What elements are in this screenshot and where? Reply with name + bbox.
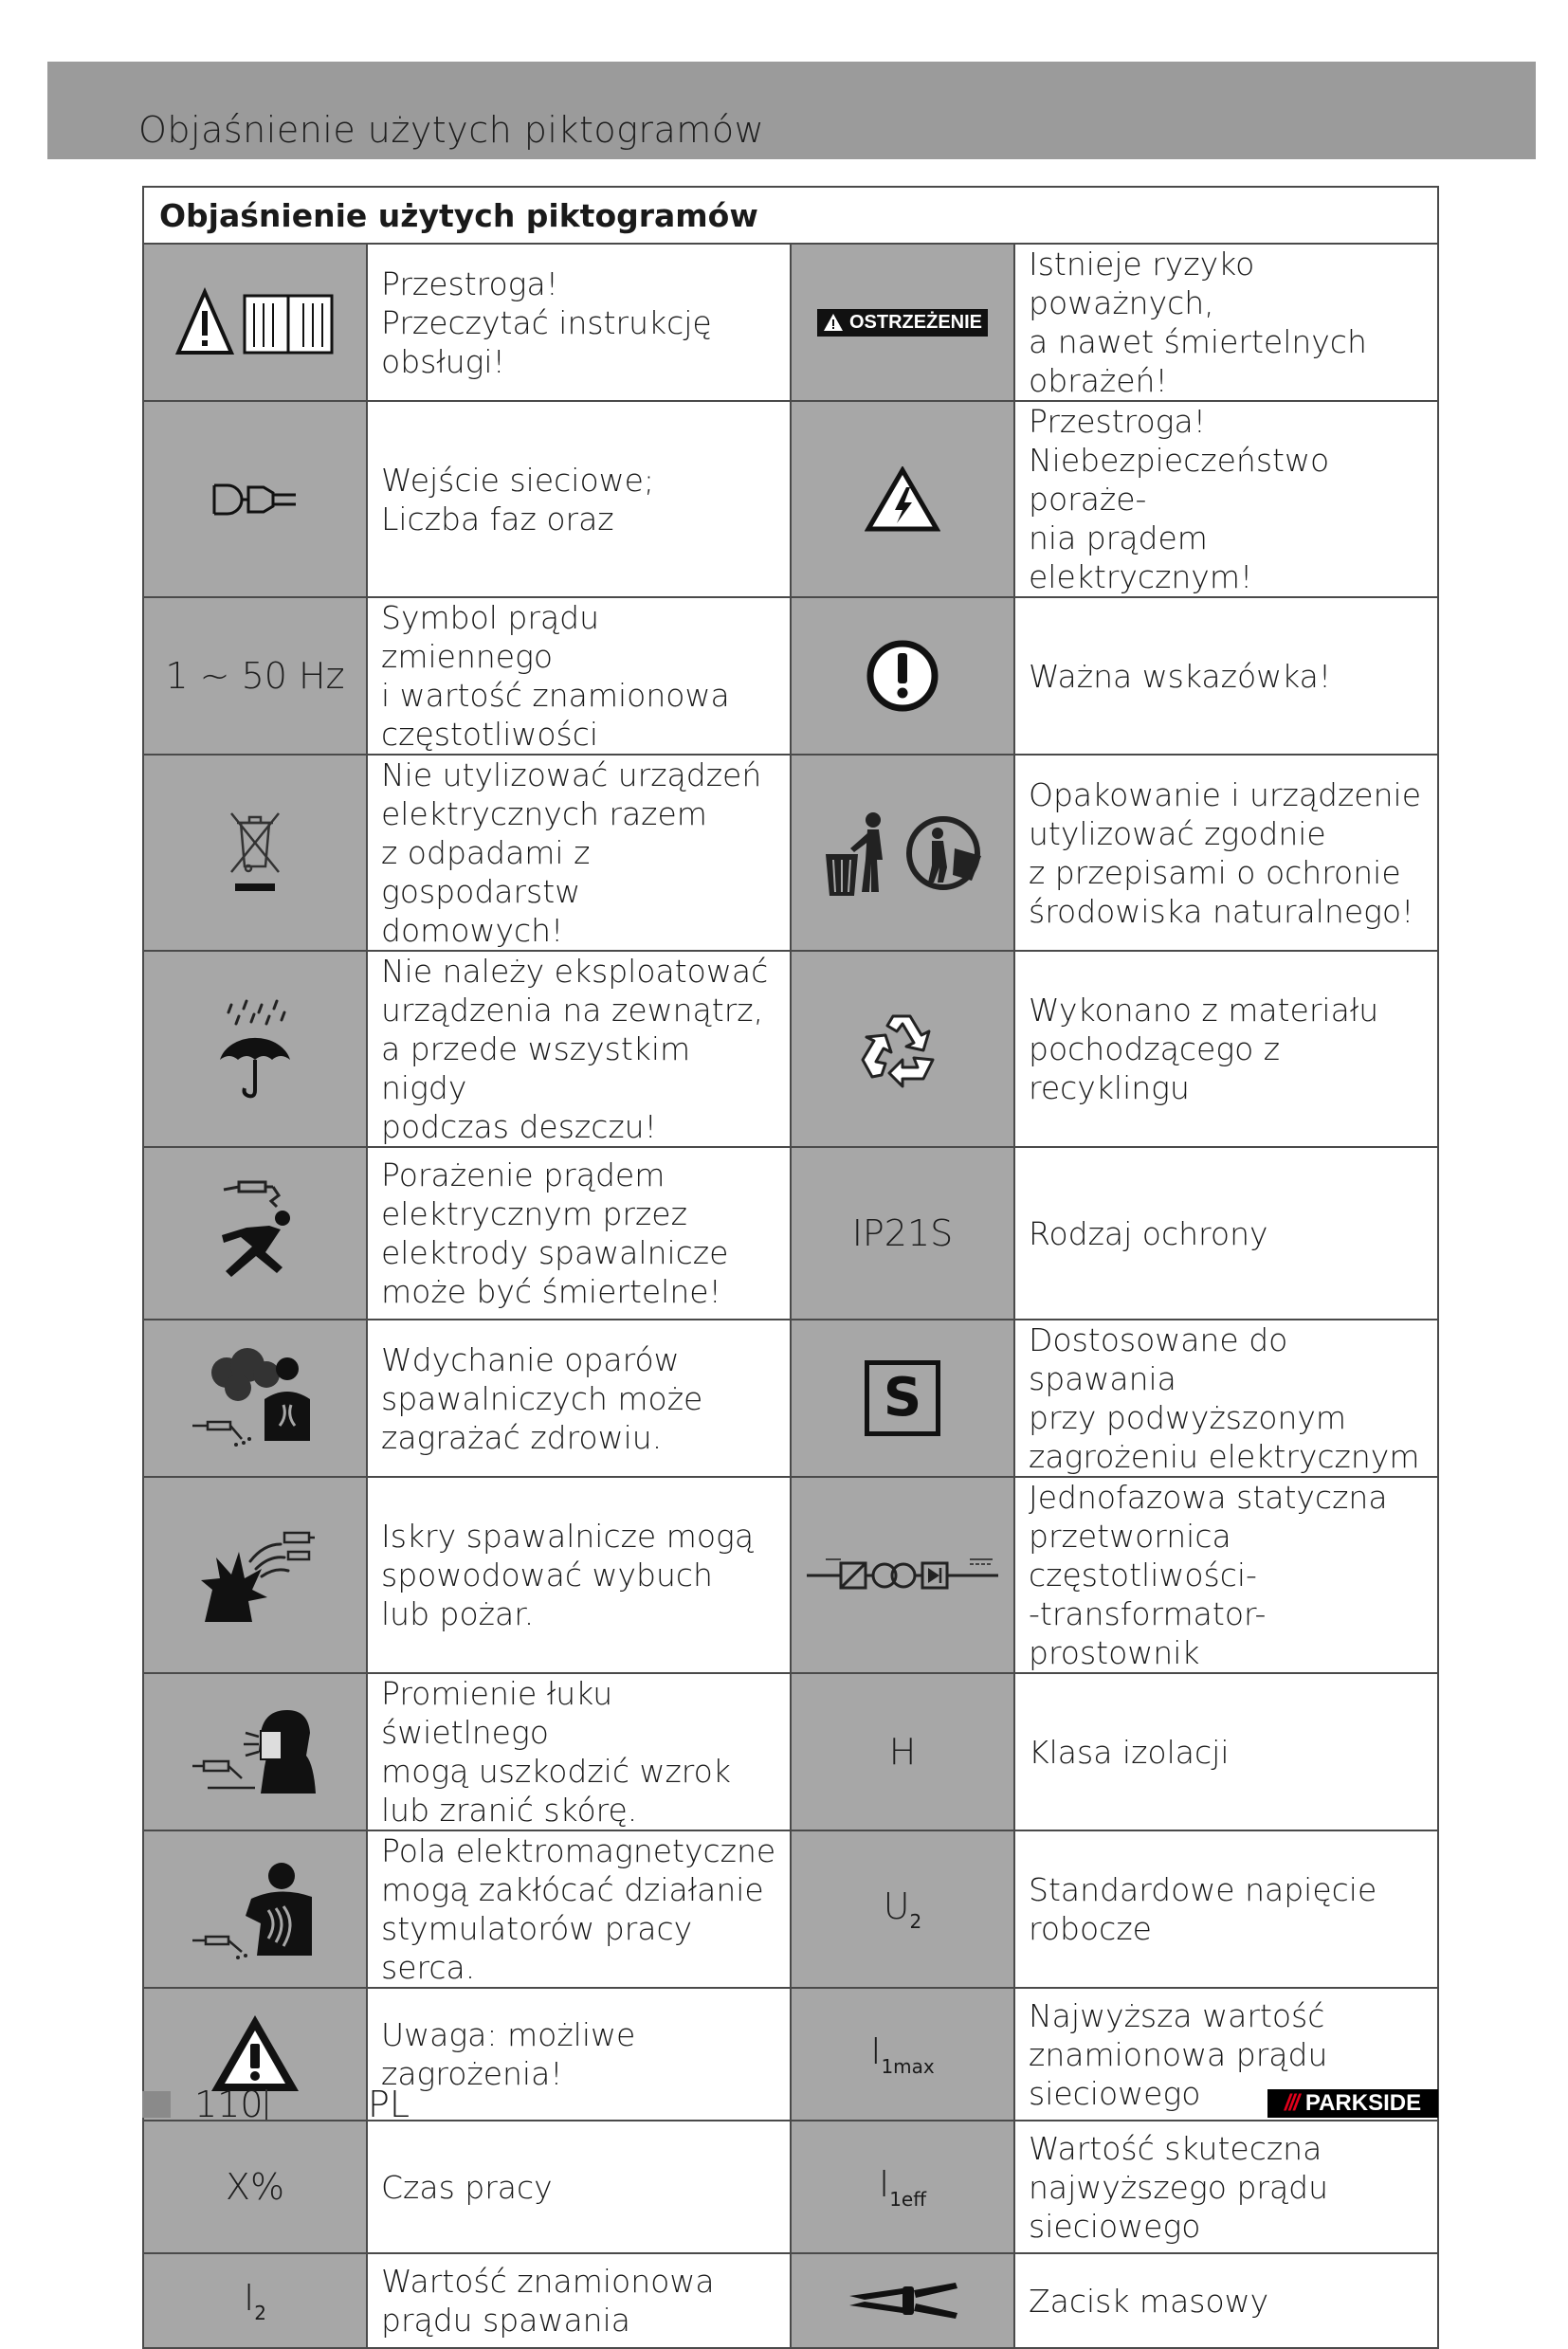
important-note-icon <box>791 597 1014 755</box>
duty-cycle-symbol <box>143 2121 367 2253</box>
recycling-icon <box>791 951 1014 1147</box>
rated-voltage-symbol <box>791 1830 1014 1988</box>
welding-current-value: I <box>244 2277 255 2319</box>
pictogram-description: Nie należy eksploatować urządzenia na zewnątrz, a przede wszystkim nigdy podczas deszczu! <box>367 951 791 1147</box>
pictogram-description: Najwyższa wartość znamionowa prądu sieciowego <box>1014 1988 1438 2121</box>
ip-rating-value: IP21S <box>851 1212 954 1254</box>
disposal-recycling-icon <box>791 755 1014 951</box>
pictogram-description: Nie utylizować urządzeń elektrycznych razem z odpadami z gospodarstw domowych! <box>367 755 791 951</box>
header-bar <box>47 62 1536 159</box>
pictogram-description: Standardowe napięcie robocze <box>1014 1830 1438 1988</box>
pictogram-description: Istnieje ryzyko poważnych, a nawet śmiertelnych obrażeń! <box>1014 244 1438 401</box>
ac-frequency-symbol <box>143 597 367 755</box>
rain-umbrella-icon <box>143 951 367 1147</box>
warning-badge-icon <box>791 244 1014 401</box>
max-mains-current-value: I <box>870 2030 882 2072</box>
table-row <box>143 1830 1438 1988</box>
inverter-transformer-rectifier-icon <box>791 1477 1014 1673</box>
welding-fumes-icon <box>143 1320 367 1477</box>
pictogram-description: Przestroga! Niebezpieczeństwo poraże- nia prądem elektrycznym! <box>1014 401 1438 597</box>
pictogram-description: Wykonano z materiału pochodzącego z recyklingu <box>1014 951 1438 1147</box>
pictogram-description: Wartość skuteczna najwyższego prądu sieciowego <box>1014 2121 1438 2253</box>
max-mains-current-subscript: 1max <box>881 2055 935 2078</box>
pictogram-description: Opakowanie i urządzenie utylizować zgodnie z przepisami o ochronie środowiska naturalnego! <box>1014 755 1438 951</box>
pictogram-description: Promienie łuku świetlnego mogą uszkodzić wzrok lub zranić skórę. <box>367 1673 791 1830</box>
pictogram-description: Zacisk masowy <box>1014 2253 1438 2348</box>
rated-voltage-subscript: 2 <box>909 1910 922 1933</box>
electrode-shock-icon <box>143 1147 367 1320</box>
table-row <box>143 1673 1438 1830</box>
table-title: Objaśnienie użytych piktogramów <box>143 187 1438 244</box>
electromagnetic-field-icon <box>143 1830 367 1988</box>
pictogram-description: Uwaga: możliwe zagrożenia! <box>367 1988 791 2121</box>
s-mark-letter: S <box>865 1360 940 1436</box>
table-row <box>143 2121 1438 2253</box>
pictogram-description: Wartość znamionowa prądu spawania <box>367 2253 791 2348</box>
pictogram-description: Czas pracy <box>367 2121 791 2253</box>
pictogram-description: Jednofazowa statyczna przetwornica częstotliwości- -transformator-prostownik <box>1014 1477 1438 1673</box>
pictogram-table <box>142 186 1439 2349</box>
table-row <box>143 597 1438 755</box>
ip-rating-symbol <box>791 1147 1014 1320</box>
pictogram-description: Wejście sieciowe; Liczba faz oraz <box>367 401 791 597</box>
max-mains-current-symbol <box>791 1988 1014 2121</box>
insulation-class-symbol <box>791 1673 1014 1830</box>
table-row <box>143 755 1438 951</box>
effective-mains-current-subscript: 1eff <box>889 2188 927 2211</box>
rated-voltage-value: U <box>883 1885 910 1927</box>
table-row <box>143 951 1438 1147</box>
page-title: Objaśnienie użytych piktogramów <box>138 109 765 151</box>
table-row <box>143 1988 1438 2121</box>
pictogram-description: Porażenie prądem elektrycznym przez elektrody spawalnicze może być śmiertelne! <box>367 1147 791 1320</box>
welding-current-symbol <box>143 2253 367 2348</box>
insulation-class-value: H <box>888 1731 917 1773</box>
effective-mains-current-value: I <box>878 2163 890 2205</box>
table-row <box>143 1320 1438 1477</box>
ground-clamp-icon <box>791 2253 1014 2348</box>
brand-name: PARKSIDE <box>1304 2090 1422 2116</box>
brand-slashes: /// <box>1284 2090 1298 2116</box>
s-mark-icon <box>791 1320 1014 1477</box>
pictogram-description: Rodzaj ochrony <box>1014 1147 1438 1320</box>
table-row <box>143 244 1438 401</box>
pictogram-description: Klasa izolacji <box>1014 1673 1438 1830</box>
warning-triangle-icon <box>823 313 844 332</box>
table-row <box>143 401 1438 597</box>
language-code: PL <box>368 2084 410 2125</box>
pictogram-description: Przestroga! Przeczytać instrukcję obsługi! <box>367 244 791 401</box>
footer-marker <box>142 2091 171 2118</box>
effective-mains-current-symbol <box>791 2121 1014 2253</box>
table-row <box>143 1147 1438 1320</box>
table-row <box>143 1477 1438 1673</box>
crossed-bin-icon <box>143 755 367 951</box>
pictogram-description: Symbol prądu zmiennego i wartość znamionowa częstotliwości <box>367 597 791 755</box>
arc-radiation-icon <box>143 1673 367 1830</box>
sparks-explosion-icon <box>143 1477 367 1673</box>
table-row <box>143 2253 1438 2348</box>
pictogram-description: Wdychanie oparów spawalniczych może zagrażać zdrowiu. <box>367 1320 791 1477</box>
pictogram-description: Pola elektromagnetyczne mogą zakłócać działanie stymulatorów pracy serca. <box>367 1830 791 1988</box>
warning-badge-label: OSTRZEŻENIE <box>848 311 982 333</box>
ac-frequency-value: 1 ~ 50 Hz <box>165 655 345 697</box>
page-number: 110 <box>194 2084 264 2125</box>
pictogram-description: Dostosowane do spawania przy podwyższonym zagrożeniu elektrycznym <box>1014 1320 1438 1477</box>
welding-current-subscript: 2 <box>254 2302 266 2324</box>
mains-input-plug-icon <box>143 401 367 597</box>
pictogram-description: Iskry spawalnicze mogą spowodować wybuch lub pożar. <box>367 1477 791 1673</box>
electric-shock-warning-icon <box>791 401 1014 597</box>
duty-cycle-value: X% <box>225 2166 285 2208</box>
caution-read-manual-icon <box>143 244 367 401</box>
brand-logo <box>1267 2089 1438 2118</box>
pictogram-description: Ważna wskazówka! <box>1014 597 1438 755</box>
footer-divider <box>265 2089 267 2120</box>
